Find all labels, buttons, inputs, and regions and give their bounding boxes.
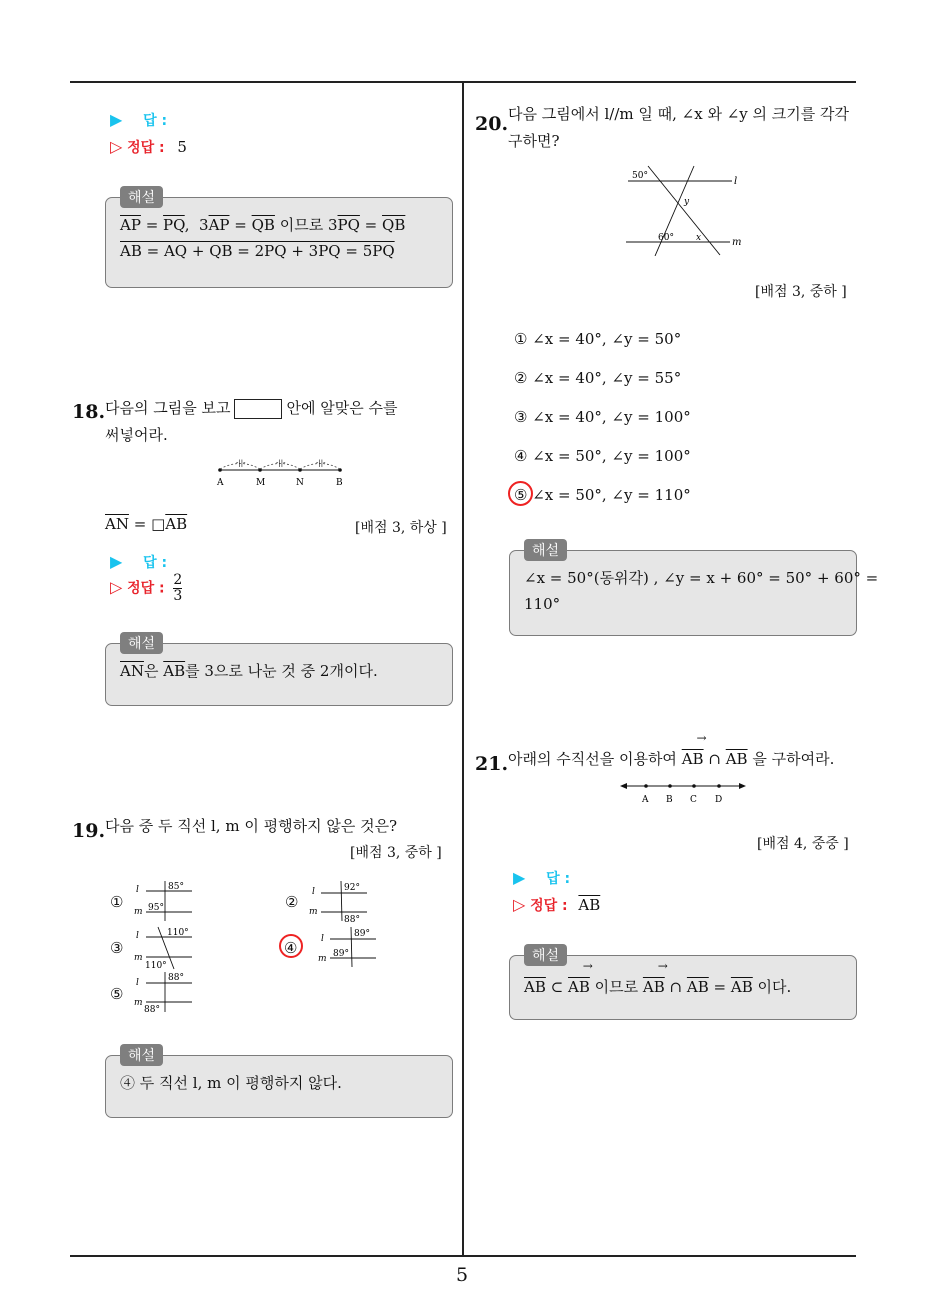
- q19-option-5[interactable]: ⑤: [110, 985, 124, 1003]
- fig-label: B: [666, 795, 673, 805]
- svg-text:85°: 85°: [168, 882, 184, 892]
- q20-option-3[interactable]: ③ ∠x = 40°, ∠y = 100°: [514, 408, 691, 426]
- play-icon: ▶: [110, 552, 123, 571]
- answer-label: 답 :: [143, 555, 168, 571]
- q19-score: [배점 3, 중하 ]: [350, 845, 442, 861]
- fig-label: D: [715, 795, 723, 805]
- q20-option-1[interactable]: ① ∠x = 40°, ∠y = 50°: [514, 330, 682, 348]
- svg-text:m: m: [309, 907, 318, 917]
- svg-text:l: l: [136, 931, 139, 941]
- q19-option-1[interactable]: ①: [110, 893, 124, 911]
- svg-text:m: m: [732, 237, 742, 248]
- svg-text:l: l: [136, 885, 139, 895]
- correct-value: 5: [177, 138, 187, 156]
- q19-option-5-figure: [132, 970, 194, 1016]
- q20-score: [배점 3, 중하 ]: [755, 284, 847, 300]
- triangle-right-icon: ▷: [513, 895, 526, 914]
- explain-tag: 해설: [120, 632, 163, 654]
- q17-answer-row: [110, 110, 167, 130]
- fig-label: C: [690, 795, 697, 805]
- svg-text:50°: 50°: [632, 171, 648, 181]
- svg-text:88°: 88°: [344, 915, 360, 923]
- q19-text: 다음 중 두 직선 l, m 이 평행하지 않은 것은?: [105, 817, 398, 835]
- explain-line: ④ 두 직선 l, m 이 평행하지 않다.: [120, 1074, 342, 1092]
- svg-text:m: m: [134, 953, 143, 963]
- q17-explanation-box: [105, 197, 453, 288]
- svg-text:-||-: -||-: [236, 459, 246, 467]
- q18-answer-row: [110, 552, 167, 572]
- q21-number: 21.: [475, 753, 509, 775]
- correct-label: 정답 :: [530, 898, 568, 914]
- explain-line-1: $\overline{AP} = \overline{PQ}$, $3\overline{AP} = \overline{QB}$ 이므로 $3\overline{PQ} = \overline{QB}$: [120, 216, 406, 234]
- svg-text:-||-: -||-: [316, 459, 326, 467]
- fraction: $\frac{2}{3}$: [173, 572, 183, 604]
- explain-tag: 해설: [524, 539, 567, 561]
- svg-text:m: m: [134, 907, 143, 917]
- explain-line-2: AB = AQ + QB = 2PQ + 3PQ = 5PQ: [120, 242, 395, 260]
- q20-explanation-box: [509, 550, 879, 636]
- q21-number-line: [618, 778, 748, 808]
- q18-figure: [210, 452, 350, 490]
- q21-text: 아래의 수직선을 이용하여 $\overline{AB}$ → ∩ $\overline{AB}$ 을 구하여라.: [508, 746, 834, 773]
- answer-label: 답 :: [546, 871, 571, 887]
- q20-option-4[interactable]: ④ ∠x = 50°, ∠y = 100°: [514, 447, 691, 465]
- explain-tag: 해설: [120, 186, 163, 208]
- q20-option-2[interactable]: ② ∠x = 40°, ∠y = 55°: [514, 369, 682, 387]
- column-divider: [462, 83, 464, 1256]
- q20-option-5[interactable]: ⑤ ∠x = 50°, ∠y = 110°: [514, 486, 691, 504]
- q20-figure: [622, 160, 748, 256]
- q21-correct-row: [513, 895, 600, 915]
- svg-text:95°: 95°: [148, 903, 164, 913]
- q18-score: [배점 3, 하상 ]: [355, 520, 447, 536]
- q19-number: 19.: [72, 820, 106, 842]
- q20-number: 20.: [475, 113, 509, 135]
- explain-tag: 해설: [524, 944, 567, 966]
- q19-option-4-figure: [316, 925, 378, 969]
- fig-label: B: [336, 478, 343, 488]
- q19-option-4[interactable]: ④: [284, 939, 298, 957]
- svg-text:89°: 89°: [333, 949, 349, 959]
- svg-text:m: m: [134, 998, 143, 1008]
- footer-rule: [70, 1255, 856, 1257]
- svg-text:110°: 110°: [145, 961, 167, 971]
- q18-text: 다음의 그림을 보고 안에 알맞은 수를 써넣어라.: [105, 399, 398, 444]
- svg-text:-||-: -||-: [276, 459, 286, 467]
- fig-label: N: [296, 478, 304, 488]
- fig-label: A: [642, 795, 649, 805]
- explain-line: $\overline{AB}$ ⊂ $\overline{AB}$ → 이므로 $\overline{AB}$ → ∩ $\overline{AB} = \overline{AB}$ 이다.: [524, 970, 842, 1000]
- explain-line: $\overline{AN}$은 $\overline{AB}$를 3으로 나눈 것 중 2개이다.: [120, 662, 378, 680]
- svg-text:l: l: [136, 978, 139, 988]
- play-icon: ▶: [110, 110, 123, 129]
- q18-correct-row: [110, 573, 182, 604]
- q19-option-3-figure: [132, 925, 194, 971]
- q19-option-2-figure: [307, 879, 369, 923]
- q19-option-3[interactable]: ③: [110, 939, 124, 957]
- answer-blank: [234, 399, 282, 419]
- play-icon: ▶: [513, 868, 526, 887]
- triangle-right-icon: ▷: [110, 577, 123, 597]
- svg-text:x: x: [696, 233, 702, 243]
- q18-number: 18.: [72, 401, 106, 423]
- fig-label: M: [256, 478, 266, 488]
- q21-answer-row: [513, 868, 570, 888]
- svg-text:m: m: [318, 954, 327, 964]
- svg-text:l: l: [734, 176, 738, 187]
- fig-label: A: [217, 478, 224, 488]
- q21-score: [배점 4, 중중 ]: [757, 836, 849, 852]
- answer-label: 답 :: [143, 113, 168, 129]
- svg-text:88°: 88°: [168, 973, 184, 983]
- svg-text:l: l: [321, 934, 324, 944]
- q20-text: 다음 그림에서 l//m 일 때, ∠x 와 ∠y 의 크기를 각각 구하면?: [508, 105, 849, 150]
- svg-text:110°: 110°: [167, 928, 189, 938]
- svg-text:l: l: [312, 887, 315, 897]
- page-number: 5: [456, 1264, 469, 1286]
- explain-line-1: ∠x = 50°(동위각) , ∠y = x + 60° = 50° + 60° =: [524, 569, 879, 587]
- q19-option-2[interactable]: ②: [285, 893, 299, 911]
- selected-answer-marker: [279, 934, 303, 958]
- triangle-right-icon: ▷: [110, 137, 123, 156]
- selected-answer-marker: [508, 481, 533, 506]
- svg-text:y: y: [684, 197, 690, 207]
- svg-text:60°: 60°: [658, 233, 674, 243]
- svg-text:92°: 92°: [344, 883, 360, 893]
- svg-text:88°: 88°: [144, 1005, 160, 1015]
- correct-value: $\overline{AB}$: [578, 896, 601, 914]
- q18-formula: $\overline{AN}$ = $□\overline{AB}$: [105, 515, 188, 533]
- q17-correct-row: [110, 137, 187, 157]
- explain-tag: 해설: [120, 1044, 163, 1066]
- q19-option-1-figure: [132, 879, 194, 921]
- correct-label: 정답 :: [127, 580, 165, 597]
- correct-label: 정답 :: [127, 140, 165, 156]
- explain-line-2: 110°: [524, 595, 561, 613]
- svg-text:89°: 89°: [354, 929, 370, 939]
